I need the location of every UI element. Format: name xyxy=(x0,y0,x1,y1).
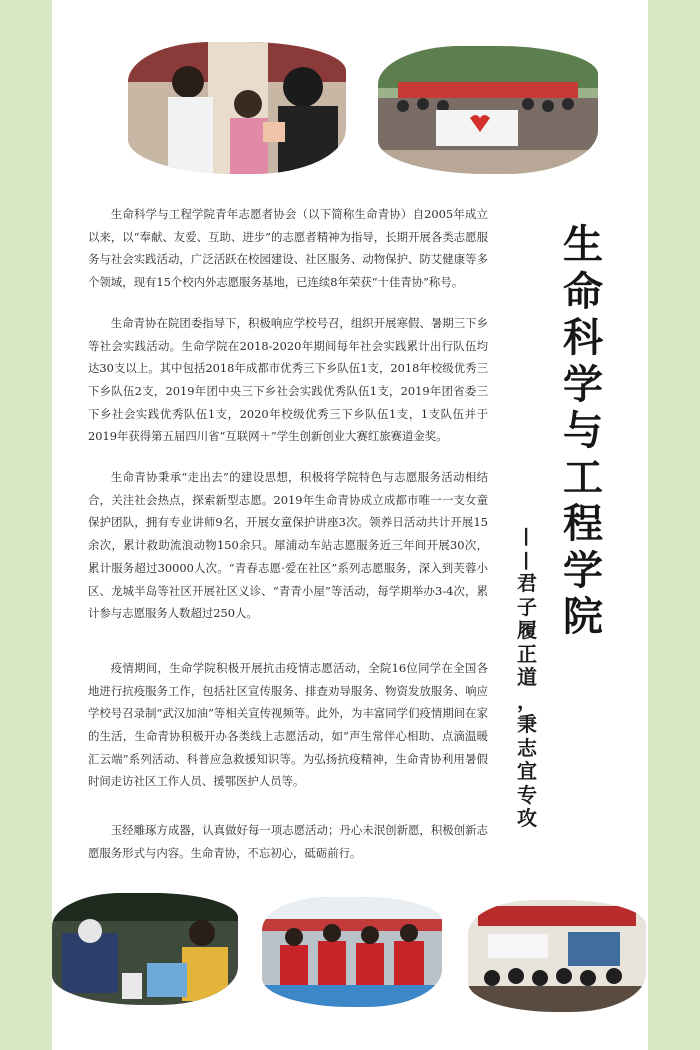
subtitle-char: 子 xyxy=(517,594,537,619)
vertical-title xyxy=(558,222,608,641)
subtitle-char: 宜 xyxy=(517,759,537,783)
subtitle-char: 专 xyxy=(517,782,537,807)
photo-group-with-banner xyxy=(378,46,598,174)
subtitle-char: ， xyxy=(517,688,537,713)
paragraph-new-volunteering: 生命青协秉承“走出去”的建设思想，积极将学院特色与志愿服务活动相结合，关注社会热点，探索新型志愿。2019年生命青协成立成都市唯一一支女童保护团队，拥有专业讲师9名，开展女童保护讲座3次。领养日活动共计开展15余次，累计救助流浪动物150余只。犀浦动车站志愿服务近三年间开展30次，累计服务超过30000人次。“青春志愿·爱在社区”系列志愿服务，深入到芙蓉小区、龙城半岛等社区开展社区义诊、“青青小屋”等活动，每学期举办3-4次，累计参与志愿服务人数超过250人。 xyxy=(88,470,488,621)
photo-child-protection-lecture xyxy=(468,900,646,1012)
paragraph-social-practice: 生命青协在院团委指导下，积极响应学校号召，组织开展寒假、暑期三下乡等社会实践活动。生命学院在2018-2020年期间每年社会实践累计出行队伍均达30支以上。其中包括2018年成都市优秀三下乡队伍1支，2018年校级优秀三下乡队伍2支，2019年团中央三下乡社会实践优秀队伍1支，2019年团省委三下乡社会实践优秀队伍1支，2020年校级优秀三下乡队伍1支，1支队伍并于2019年获得第五届四川省“互联网＋”学生创新创业大赛红旅赛道金奖。 xyxy=(88,315,488,444)
title-char: 科 xyxy=(563,314,603,361)
title-char: 学 xyxy=(563,360,603,408)
paragraph-intro: 生命科学与工程学院青年志愿者协会（以下简称生命青协）自2005年成立以来，以“奉献、友爱、互助、进步”的志愿者精神为指导，长期开展各类志愿服务与社会实践活动，广泛活跃在校园建设、社区服务、动物保护、防艾健康等多个领域，现有15个校内外志愿服务基地，已连续8年荣获“十佳青协”称号。 xyxy=(88,207,488,290)
title-char: 院 xyxy=(563,593,603,640)
title-char: 程 xyxy=(563,500,603,547)
photo-volunteer-with-children xyxy=(128,42,346,174)
title-char: 生 xyxy=(563,221,603,268)
subtitle-char: 君 xyxy=(517,571,537,595)
title-char: 与 xyxy=(563,407,603,454)
title-char: 学 xyxy=(563,546,603,594)
title-char: 工 xyxy=(563,453,603,501)
subtitle-char: — xyxy=(515,526,540,547)
paragraph-closing: 玉经雕琢方成器，认真做好每一项志愿活动；丹心未泯创新愿，积极创新志愿服务形式与内容。生命青协，不忘初心，砥砺前行。 xyxy=(88,823,488,860)
subtitle-char: 秉 xyxy=(517,712,537,736)
photo-volunteers-in-red xyxy=(262,897,442,1007)
article-body xyxy=(88,203,488,883)
subtitle-char: 攻 xyxy=(517,806,537,830)
subtitle-char: 正 xyxy=(517,641,537,666)
photo-epidemic-service xyxy=(52,893,238,1005)
paragraph-epidemic: 疫情期间，生命学院积极开展抗击疫情志愿活动，全院16位同学在全国各地进行抗疫服务工作，包括社区宣传服务、排查劝导服务、物资发放服务、响应学校号召录制“武汉加油”等相关宣传视频等。此外，为丰富同学们疫情期间在家的生活，生命青协积极开办各类线上志愿活动，如“声生常伴心相助、点滴温暖汇云端”系列活动、科普应急救援知识等。为弘扬抗疫精神，生命青协利用暑假时间走访社区工作人员、援鄂医护人员等。 xyxy=(88,660,488,789)
vertical-subtitle xyxy=(513,525,541,831)
subtitle-char: 履 xyxy=(517,618,537,642)
subtitle-char: — xyxy=(515,550,540,571)
title-char: 命 xyxy=(563,267,603,315)
subtitle-char: 志 xyxy=(517,735,537,760)
subtitle-char: 道 xyxy=(517,665,537,689)
